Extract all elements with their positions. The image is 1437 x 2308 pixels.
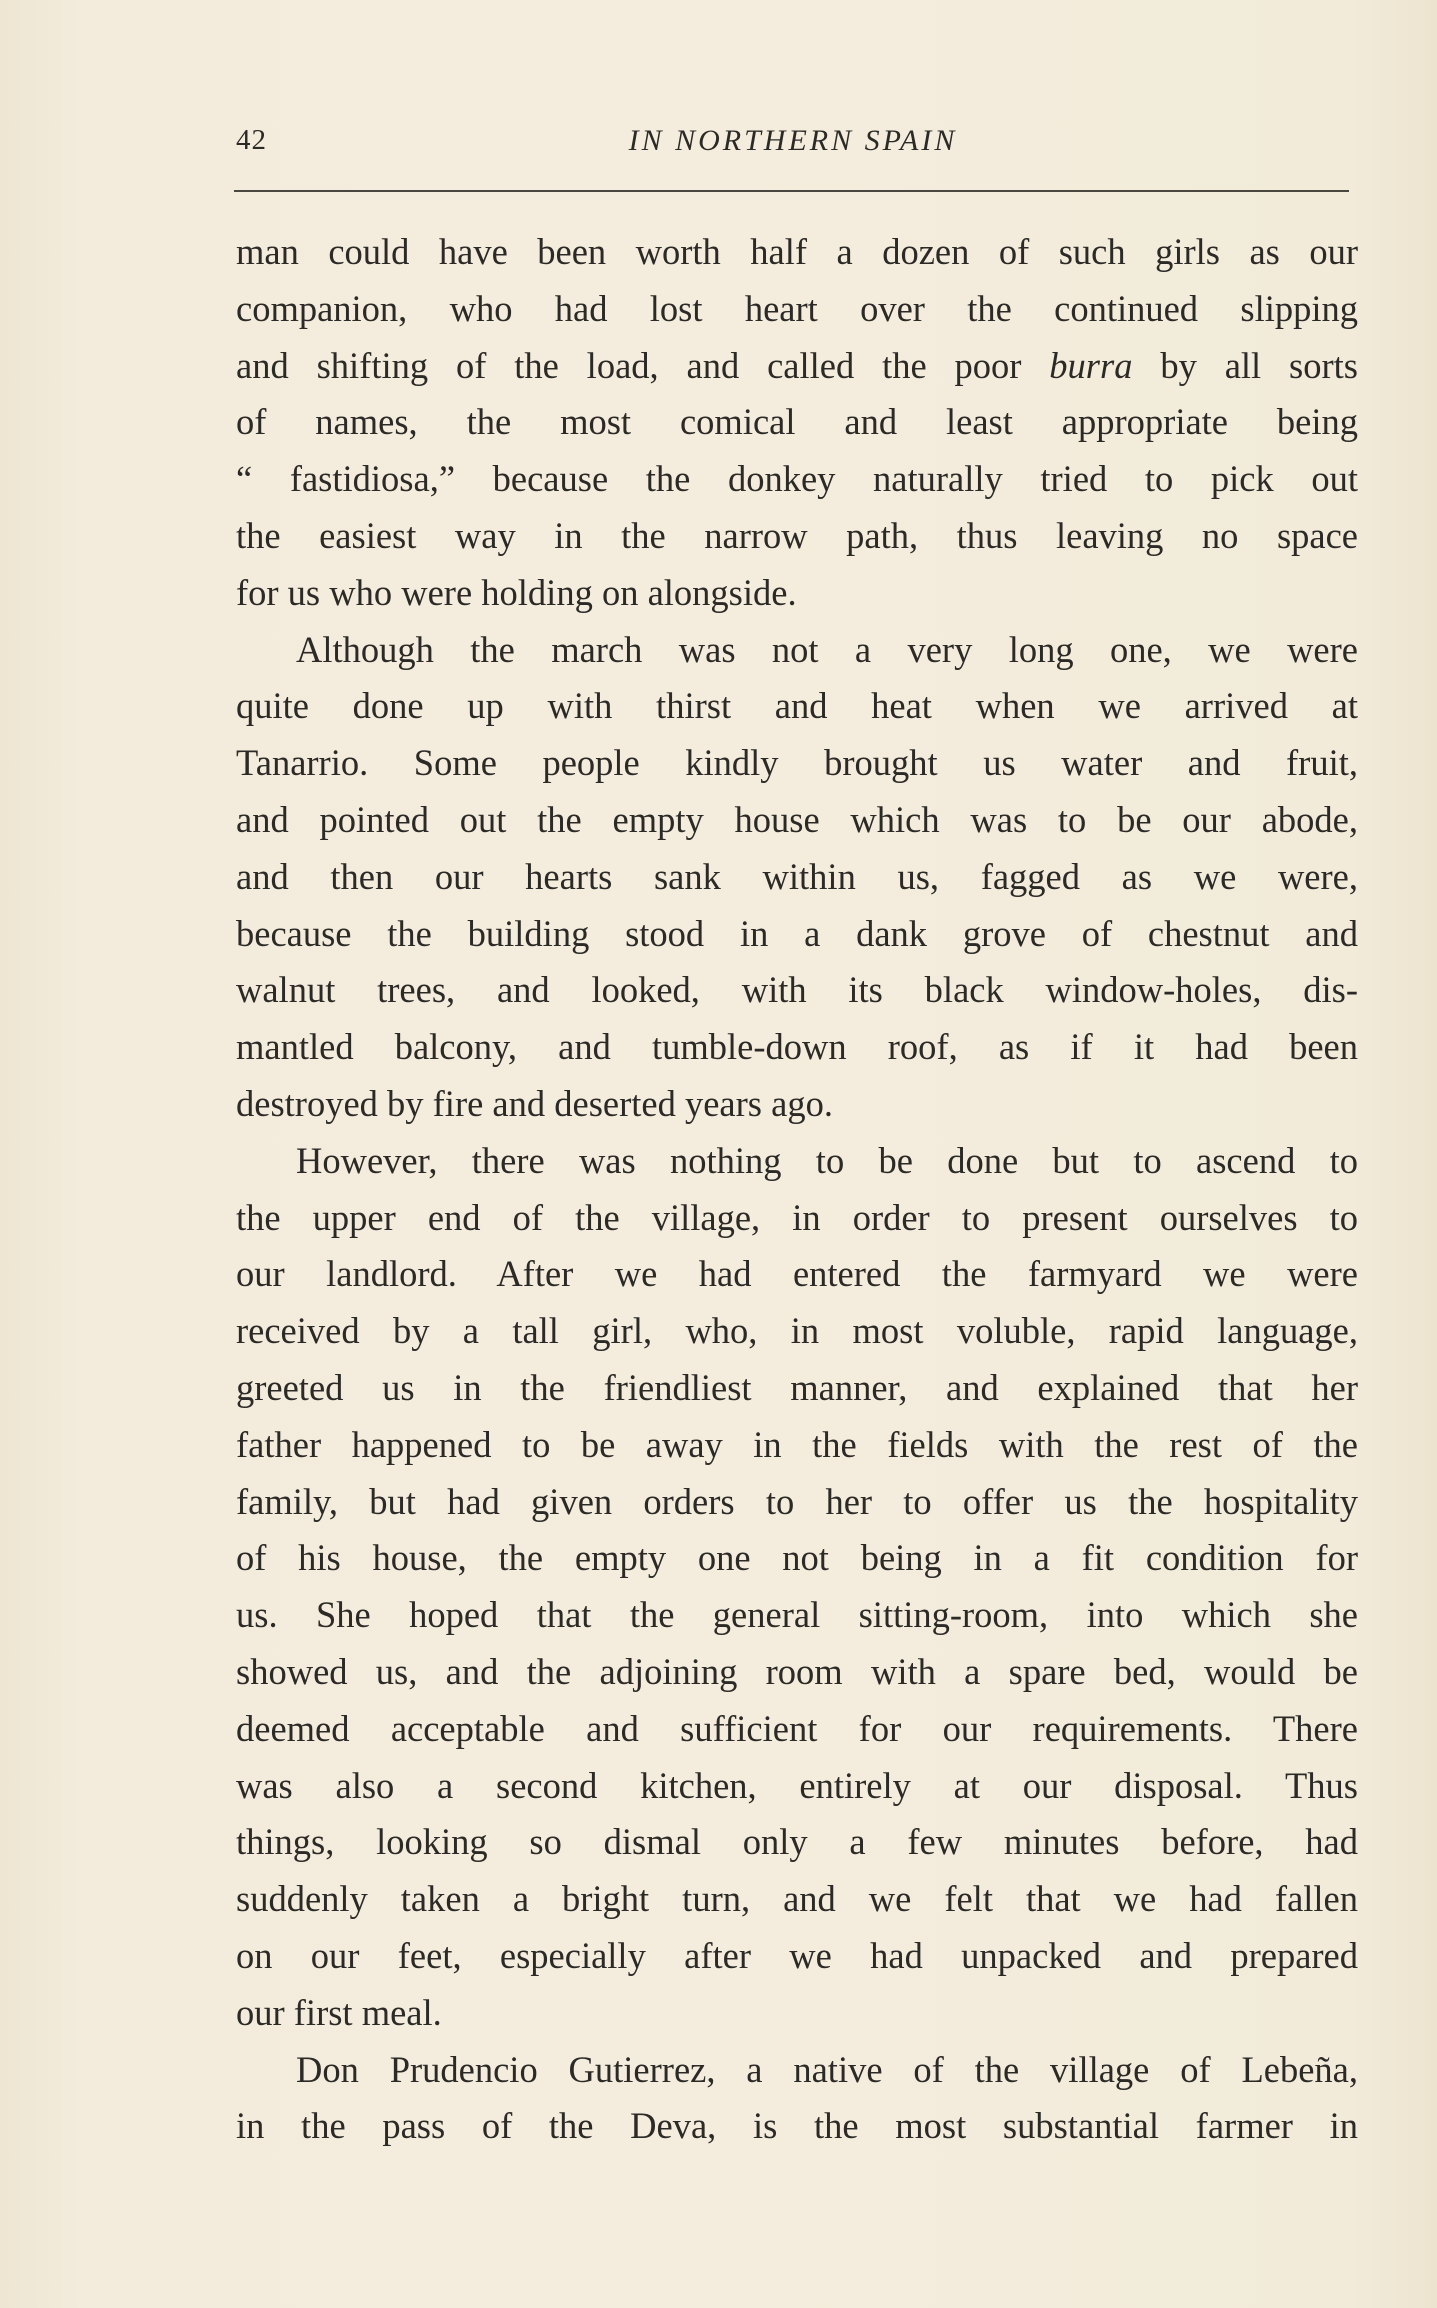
paragraph bbox=[236, 2042, 1358, 2156]
text-line: family, but had given orders to her to offer us the hospitality bbox=[236, 1480, 1358, 1522]
text-line: on our feet, especially after we had unpacked and prepared bbox=[236, 1934, 1358, 1976]
text-segment: and shifting of the load, and called the poor bbox=[236, 344, 1050, 386]
text-line: our first meal. bbox=[236, 1991, 442, 2033]
text-line: of names, the most comical and least appropriate being bbox=[236, 401, 1358, 443]
text-line: things, looking so dismal only a few minutes before, had bbox=[236, 1821, 1358, 1863]
running-head bbox=[236, 124, 1350, 174]
text-line: suddenly taken a bright turn, and we felt that we had fallen bbox=[236, 1878, 1358, 1920]
body-text bbox=[236, 224, 1358, 2155]
text-line: and pointed out the empty house which was to be our abode, bbox=[236, 798, 1358, 840]
text-line: quite done up with thirst and heat when we arrived at bbox=[236, 685, 1358, 727]
text-line: Don Prudencio Gutierrez, a native of the village of Lebeña, bbox=[296, 2048, 1358, 2090]
text-line: received by a tall girl, who, in most voluble, rapid language, bbox=[236, 1310, 1358, 1352]
text-line: “ fastidiosa,” because the donkey naturally tried to pick out bbox=[236, 458, 1358, 500]
text-line: destroyed by fire and deserted years ago. bbox=[236, 1082, 833, 1124]
paragraph bbox=[236, 224, 1358, 622]
text-line: and then our hearts sank within us, fagged as we were, bbox=[236, 855, 1358, 897]
text-line: mantled balcony, and tumble-down roof, as if it had been bbox=[236, 1026, 1358, 1068]
paragraph bbox=[236, 1133, 1358, 2042]
text-line: in the pass of the Deva, is the most substantial farmer in bbox=[236, 2105, 1358, 2147]
text-line: the easiest way in the narrow path, thus leaving no space bbox=[236, 514, 1358, 556]
text-line: Tanarrio. Some people kindly brought us water and fruit, bbox=[236, 742, 1358, 784]
text-line: However, there was nothing to be done but to ascend to bbox=[296, 1139, 1358, 1181]
text-line: deemed acceptable and sufficient for our requirements. There bbox=[236, 1707, 1358, 1749]
italic-word: burra bbox=[1049, 344, 1133, 386]
header-rule bbox=[234, 190, 1349, 192]
text-line: showed us, and the adjoining room with a spare bed, would be bbox=[236, 1650, 1358, 1692]
text-line: greeted us in the friendliest manner, and explained that her bbox=[236, 1366, 1358, 1408]
text-segment: by all sorts bbox=[1132, 344, 1358, 386]
text-line: because the building stood in a dank grove of chestnut and bbox=[236, 912, 1358, 954]
text-line bbox=[236, 338, 1358, 395]
page-number: 42 bbox=[236, 124, 267, 156]
running-title: IN NORTHERN SPAIN bbox=[628, 124, 958, 157]
text-line: of his house, the empty one not being in a fit condition for bbox=[236, 1537, 1358, 1579]
text-line: our landlord. After we had entered the farmyard we were bbox=[236, 1253, 1358, 1295]
text-line: Although the march was not a very long one, we were bbox=[296, 628, 1358, 670]
text-line: was also a second kitchen, entirely at our disposal. Thus bbox=[236, 1764, 1358, 1806]
paragraph bbox=[236, 622, 1358, 1133]
text-line: us. She hoped that the general sitting-room, into which she bbox=[236, 1594, 1358, 1636]
text-line: father happened to be away in the fields with the rest of the bbox=[236, 1423, 1358, 1465]
text-line: companion, who had lost heart over the continued slipping bbox=[236, 287, 1358, 329]
text-line: for us who were holding on alongside. bbox=[236, 571, 797, 613]
text-line: man could have been worth half a dozen of such girls as our bbox=[236, 231, 1358, 272]
text-line: the upper end of the village, in order to present ourselves to bbox=[236, 1196, 1358, 1238]
text-line: walnut trees, and looked, with its black window-holes, dis- bbox=[236, 969, 1358, 1011]
